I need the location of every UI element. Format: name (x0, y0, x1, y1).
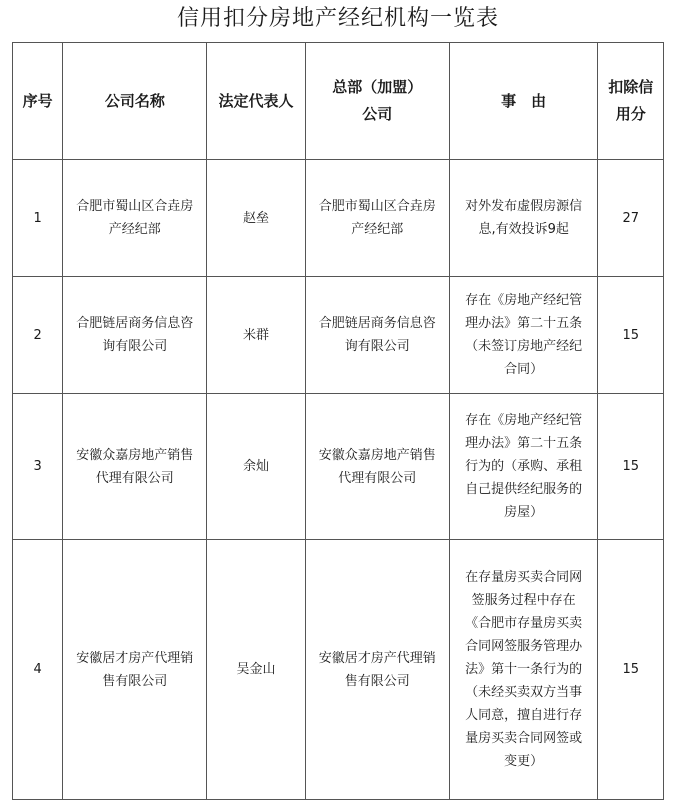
header-score (598, 43, 664, 160)
reason-text: 在存量房买卖合同网签服务过程中存在《合肥市存量房买卖合同网签服务管理办法》第十一条行为的（未经买卖双方当事人同意，擅自进行存量房买卖合同网签或变更） (465, 570, 583, 769)
reason-text: 存在《房地产经纪管理办法》第二十五条行为的（承购、承租自己提供经纪服务的房屋） (465, 413, 583, 520)
cell-no: 3 (13, 394, 63, 540)
header-legal-rep: 法定代表人 (207, 43, 305, 160)
cell-score: 15 (598, 540, 664, 800)
header-row (13, 43, 664, 160)
hq-text: 安徽众嘉房地产销售代理有限公司 (318, 447, 436, 486)
hq-text: 合肥链居商务信息咨询有限公司 (318, 316, 436, 354)
header-hq-text: 总部（加盟）公司 (332, 78, 423, 123)
header-reason: 事 由 (449, 43, 598, 160)
company-name-text: 合肥链居商务信息咨询有限公司 (76, 316, 194, 354)
cell-company-name (63, 160, 207, 277)
cell-no: 4 (13, 540, 63, 800)
reason-text: 存在《房地产经纪管理办法》第二十五条（未签订房地产经纪合同） (465, 293, 583, 377)
header-hq (305, 43, 449, 160)
reason-text: 对外发布虚假房源信息,有效投诉9起 (465, 199, 583, 237)
company-name-text: 安徽居才房产代理销售有限公司 (76, 650, 194, 689)
header-score-text: 扣除信用分 (608, 78, 654, 123)
cell-legal-rep: 吴金山 (207, 540, 305, 800)
agency-table (12, 42, 664, 800)
table-row (13, 277, 664, 394)
cell-reason (449, 277, 598, 394)
cell-hq (305, 540, 449, 800)
cell-hq (305, 160, 449, 277)
cell-reason (449, 540, 598, 800)
header-company-name: 公司名称 (63, 43, 207, 160)
page-title: 信用扣分房地产经纪机构一览表 (176, 6, 499, 31)
hq-text: 安徽居才房产代理销售有限公司 (318, 650, 436, 689)
cell-company-name (63, 394, 207, 540)
company-name-text: 合肥市蜀山区合垚房产经纪部 (76, 199, 194, 237)
cell-no: 2 (13, 277, 63, 394)
company-name-text: 安徽众嘉房地产销售代理有限公司 (76, 447, 194, 486)
cell-score: 15 (598, 277, 664, 394)
header-no: 序号 (13, 43, 63, 160)
cell-hq (305, 394, 449, 540)
table-row (13, 160, 664, 277)
cell-legal-rep: 赵垒 (207, 160, 305, 277)
table-row (13, 394, 664, 540)
cell-legal-rep: 余灿 (207, 394, 305, 540)
cell-reason (449, 394, 598, 540)
cell-no: 1 (13, 160, 63, 277)
cell-reason (449, 160, 598, 277)
cell-legal-rep: 米群 (207, 277, 305, 394)
cell-hq (305, 277, 449, 394)
hq-text: 合肥市蜀山区合垚房产经纪部 (318, 199, 436, 237)
cell-score: 27 (598, 160, 664, 277)
cell-company-name (63, 277, 207, 394)
cell-score: 15 (598, 394, 664, 540)
table-row (13, 540, 664, 800)
cell-company-name (63, 540, 207, 800)
